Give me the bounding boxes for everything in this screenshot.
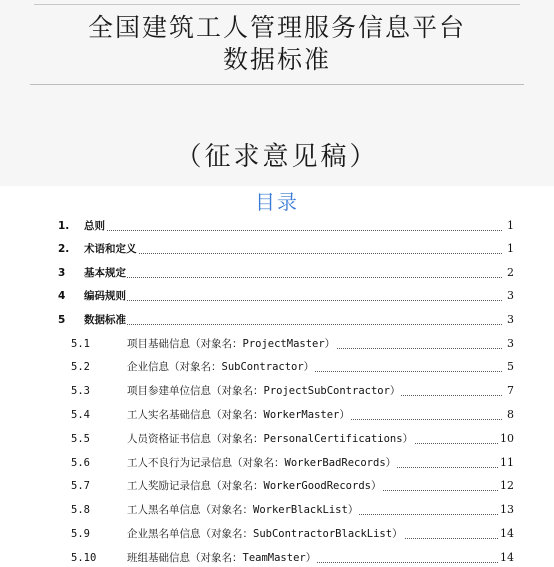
toc-entry-page: 1 (505, 217, 514, 235)
toc-entry[interactable] (0, 358, 554, 376)
toc-entry-title: 编码规则 (84, 287, 127, 305)
toc-entry-page: 1 (505, 240, 514, 258)
toc-entry-number: 5.7 (71, 480, 90, 492)
toc-entry[interactable] (0, 382, 554, 400)
toc-entry[interactable] (0, 549, 554, 567)
toc-entry-title: 术语和定义 (84, 240, 138, 258)
document-title-line2: 数据标准 (222, 45, 331, 74)
toc-entry-title: 企业黑名单信息（对象名：SubContractorBlackList） (127, 525, 404, 543)
toc-entry-number: 5.6 (71, 457, 90, 469)
toc-entry-number: 5.4 (71, 409, 90, 421)
toc-entry-number: 2. (58, 243, 70, 255)
toc-entry[interactable] (0, 525, 554, 543)
toc-entry[interactable] (0, 311, 554, 329)
toc-entry-page: 13 (498, 501, 514, 519)
toc-entry-number: 1. (58, 220, 70, 232)
toc-entry-page: 7 (505, 382, 514, 400)
toc-entry[interactable] (0, 406, 554, 424)
document-title-line1: 全国建筑工人管理服务信息平台 (87, 13, 466, 42)
toc-entry[interactable] (0, 335, 554, 353)
toc-entry-number: 5.8 (71, 504, 90, 516)
toc-entry[interactable] (0, 240, 554, 258)
top-rule (34, 4, 520, 5)
toc-leader-dots (84, 298, 502, 301)
toc-entry-number: 5.1 (71, 338, 90, 350)
toc-heading: 目录 (255, 190, 299, 214)
toc-entry-number: 5.9 (71, 528, 90, 540)
toc-entry[interactable] (0, 501, 554, 519)
toc-entry-page: 8 (505, 406, 514, 424)
toc-entry-page: 5 (505, 358, 514, 376)
toc-entry-title: 总则 (84, 217, 106, 235)
toc-leader-dots (84, 228, 502, 231)
toc-entry-number: 4 (58, 290, 66, 302)
toc-entry[interactable] (0, 264, 554, 282)
toc-entry-title: 工人黑名单信息（对象名：WorkerBlackList） (127, 501, 359, 519)
toc-entry-title: 基本规定 (84, 264, 127, 282)
toc-entry-title: 项目基础信息（对象名：ProjectMaster） (127, 335, 336, 353)
toc-entry-page: 14 (498, 525, 514, 543)
toc-entry-page: 11 (498, 454, 514, 472)
toc-entry-number: 5 (58, 314, 66, 326)
toc-entry[interactable] (0, 430, 554, 448)
draft-label: （征求意见稿） (175, 142, 379, 172)
toc-entry[interactable] (0, 477, 554, 495)
toc-entry[interactable] (0, 287, 554, 305)
toc-entry-number: 5.2 (71, 361, 90, 373)
toc-leader-dots (84, 251, 502, 254)
toc-entry-number: 5.5 (71, 433, 90, 445)
toc-entry-page: 12 (498, 477, 514, 495)
toc-entry-page: 3 (505, 335, 514, 353)
toc-entry-number: 5.10 (71, 552, 97, 564)
toc-leader-dots (84, 275, 502, 278)
toc-entry[interactable] (0, 454, 554, 472)
toc-entry-title: 数据标准 (84, 311, 127, 329)
toc-entry-number: 5.3 (71, 385, 90, 397)
toc-entry-title: 工人实名基础信息（对象名：WorkerMaster） (127, 406, 351, 424)
toc-entry[interactable] (0, 217, 554, 235)
cover-section (0, 0, 554, 186)
title-rule (30, 84, 524, 85)
toc-entry-title: 工人不良行为记录信息（对象名：WorkerBadRecords） (127, 454, 397, 472)
toc-entry-page: 10 (498, 430, 514, 448)
toc-entry-title: 项目参建单位信息（对象名：ProjectSubContractor） (127, 382, 401, 400)
toc-entry-title: 企业信息（对象名：SubContractor） (127, 358, 315, 376)
toc-entry-page: 14 (498, 549, 514, 567)
toc-entry-page: 2 (505, 264, 514, 282)
toc-entry-number: 3 (58, 267, 66, 279)
toc-entry-title: 人员资格证书信息（对象名：PersonalCertifications） (127, 430, 414, 448)
toc-entry-page: 3 (505, 311, 514, 329)
toc-leader-dots (84, 322, 502, 325)
toc-entry-page: 3 (505, 287, 514, 305)
toc-entry-title: 班组基础信息（对象名：TeamMaster） (127, 549, 317, 567)
toc-entry-title: 工人奖励记录信息（对象名：WorkerGoodRecords） (127, 477, 382, 495)
